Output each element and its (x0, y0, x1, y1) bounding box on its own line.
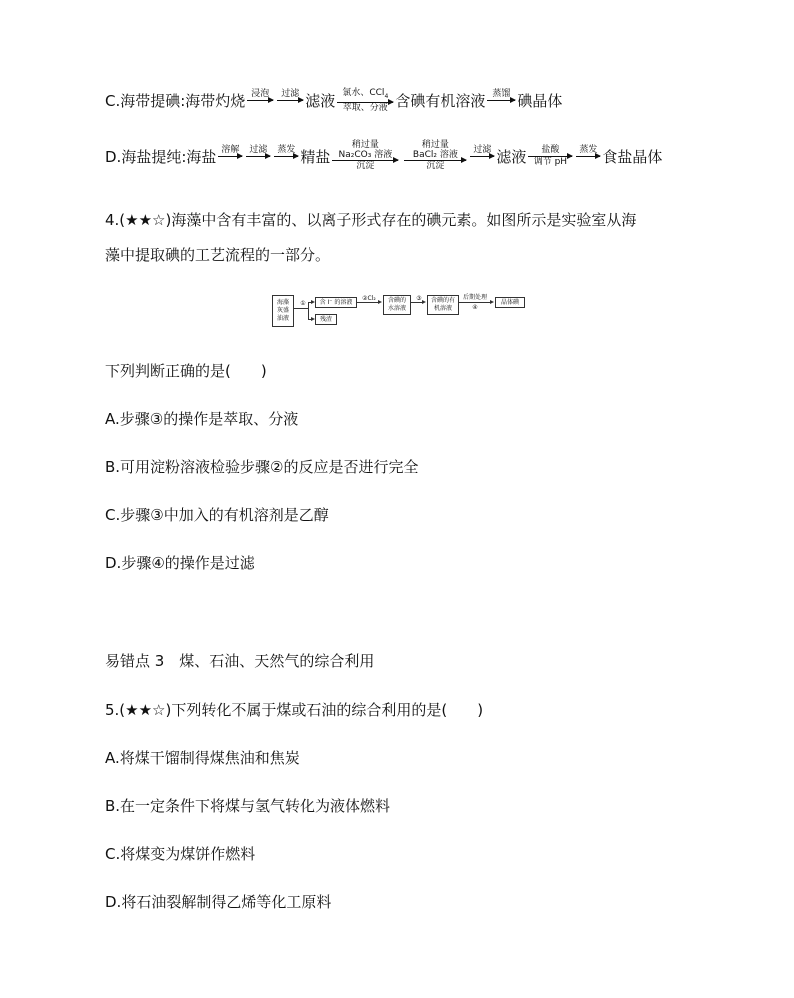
arrow-na2co3: 稍过量 Na₂CO₃ 溶液 沉淀 (332, 140, 398, 172)
iodine-organic-solution-text: 含碘有机溶液 (395, 92, 486, 111)
diagram-box-iodine-organic: 含碘的有 机溶液 (427, 295, 459, 315)
option-d-label: D.海盐提纯:海盐 (105, 147, 217, 166)
reagent-label: 氯水、CCl (342, 88, 385, 98)
arrow-evaporate-2: 蒸发 (576, 145, 600, 168)
q5-option-b: B.在一定条件下将煤与氢气转化为液体燃料 (105, 797, 391, 815)
arrow-filter: 过滤 (277, 89, 303, 112)
arrow-bacl2: 稍过量 BaCl₂ 溶液 沉淀 (404, 140, 466, 172)
diagram-step-3: ③ (416, 295, 422, 302)
q4-option-d: D.步骤④的操作是过滤 (105, 554, 255, 572)
q4-line-1: 4.(★★☆)海藻中含有丰富的、以离子形式存在的碘元素。如图所示是实验室从海 (105, 211, 637, 229)
q5-line-1: 5.(★★☆)下列转化不属于煤或石油的综合利用的是( ) (105, 701, 484, 719)
q4-option-c: C.步骤③中加入的有机溶剂是乙醇 (105, 506, 329, 524)
arrow-evaporate-1: 蒸发 (274, 145, 298, 168)
arrow-hcl: 盐酸 调节 pH (528, 145, 572, 168)
salt-crystal-text: 食盐晶体 (602, 147, 663, 166)
filtrate-d-text: 滤液 (496, 147, 527, 166)
arrow-extract (337, 88, 393, 114)
reagent-subscript: 4 (384, 92, 389, 100)
option-c-flow (105, 88, 562, 114)
extract-label: 萃取、分液 (342, 102, 388, 113)
diagram-box-crystal-iodine: 晶体碘 (495, 297, 525, 308)
q4-option-b: B.可用淀粉溶液检验步骤②的反应是否进行完全 (105, 458, 419, 476)
option-d-flow (105, 140, 662, 172)
q5-option-a: A.将煤干馏制得煤焦油和焦炭 (105, 749, 300, 767)
diagram-box-residue: 残渣 (315, 314, 337, 325)
diagram-box-seaweed: 海藻 灰盛 油液 (272, 295, 294, 327)
arrow-dissolve: 溶解 (218, 145, 242, 168)
diagram-box-iodine-aqueous: 含碘的 水溶液 (383, 295, 411, 315)
q4-prompt: 下列判断正确的是( ) (105, 362, 267, 380)
arrow-filter-1: 过滤 (246, 145, 270, 168)
diagram-step-4-label: 后期处理 (462, 294, 487, 301)
section-heading: 易错点 3 煤、石油、天然气的综合利用 (105, 652, 375, 670)
q5-option-d: D.将石油裂解制得乙烯等化工原料 (105, 893, 332, 911)
q4-option-a: A.步骤③的操作是萃取、分液 (105, 410, 299, 428)
diagram-box-iodide-solution: 含 I⁻ 的溶液 (315, 297, 357, 308)
iodine-extraction-diagram (272, 294, 534, 328)
arrow-soak: 浸泡 (247, 89, 273, 112)
diagram-step-2: ②Cl₂ (362, 295, 376, 302)
iodine-crystal-text: 碘晶体 (517, 92, 563, 111)
q5-option-c: C.将煤变为煤饼作燃料 (105, 845, 256, 863)
diagram-step-4: ④ (472, 304, 478, 311)
arrow-filter-2: 过滤 (470, 145, 494, 168)
diagram-step-1: ① (300, 300, 306, 307)
q4-line-2: 藻中提取碘的工艺流程的一部分。 (105, 246, 331, 264)
refined-salt-text: 精盐 (300, 147, 331, 166)
filtrate-text: 滤液 (305, 92, 336, 111)
arrow-distill: 蒸馏 (487, 89, 515, 112)
option-c-label: C.海带提碘:海带灼烧 (105, 92, 246, 111)
